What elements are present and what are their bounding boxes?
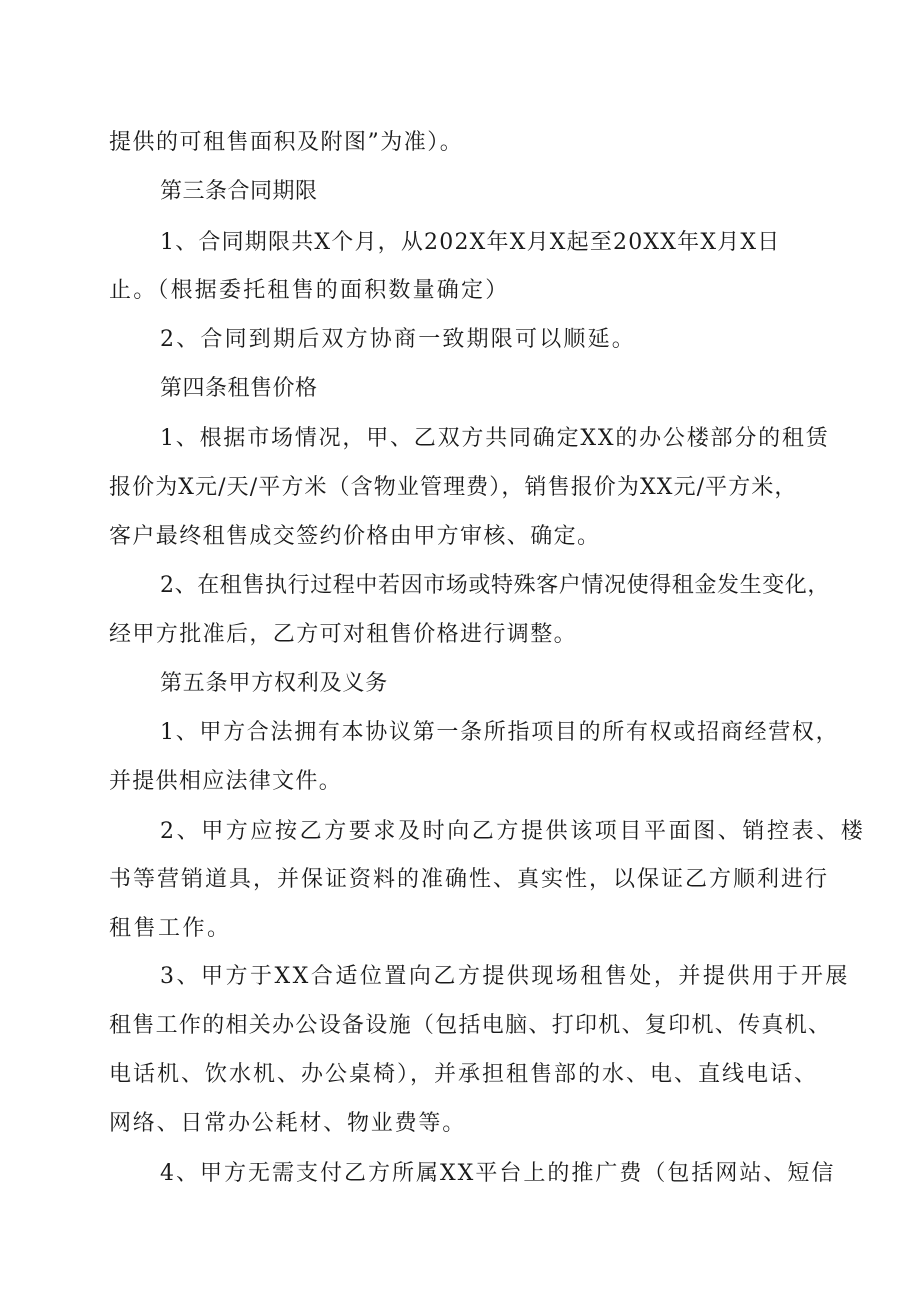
text-line: 租售工作。 [109,916,232,941]
text-line: 书等营销道具，并保证资料的准确性、真实性，以保证乙方顺利进行 [109,867,830,892]
section-heading: 第五条甲方权利及义务 [160,671,389,696]
section-heading: 第四条租售价格 [160,376,318,401]
text-line: 止。（根据委托租售的面积数量确定） [109,278,510,303]
text-line: 1、根据市场情况，甲、乙双方共同确定XX的办公楼部分的租赁 [160,426,830,451]
text-line: 1、甲方合法拥有本协议第一条所指项目的所有权或招商经营权， [160,720,840,745]
text-line: 电话机、饮水机、办公桌椅），并承担租售部的水、电、直线电话、 [109,1062,819,1087]
text-line: 2、合同到期后双方协商一致期限可以顺延。 [160,327,636,352]
text-line: 租售工作的相关办公设备设施（包括电脑、打印机、复印机、传真机、 [109,1013,832,1038]
text-line: 并提供相应法律文件。 [109,769,343,794]
text-line: 3、甲方于XX合适位置向乙方提供现场租售处，并提供用于开展 [160,964,850,989]
text-line: 4、甲方无需支付乙方所属XX平台上的推广费（包括网站、短信 [160,1161,836,1186]
section-heading: 第三条合同期限 [160,179,318,204]
text-line: 网络、日常办公耗材、物业费等。 [109,1111,467,1136]
text-line: 2、甲方应按乙方要求及时向乙方提供该项目平面图、销控表、楼 [160,819,866,844]
text-line: 2、在租售执行过程中若因市场或特殊客户情况使得租金发生变化， [160,573,830,598]
text-line: 客户最终租售成交签约价格由甲方审核、确定。 [109,524,601,549]
text-line: 报价为X元/天/平方米（含物业管理费），销售报价为XX元/平方米， [109,475,798,500]
text-line: 提供的可租售面积及附图”为准）。 [109,130,464,155]
text-line: 1、合同期限共X个月，从202X年X月X起至20XX年X月X日 [160,230,781,255]
text-line: 经甲方批准后，乙方可对租售价格进行调整。 [109,622,578,647]
